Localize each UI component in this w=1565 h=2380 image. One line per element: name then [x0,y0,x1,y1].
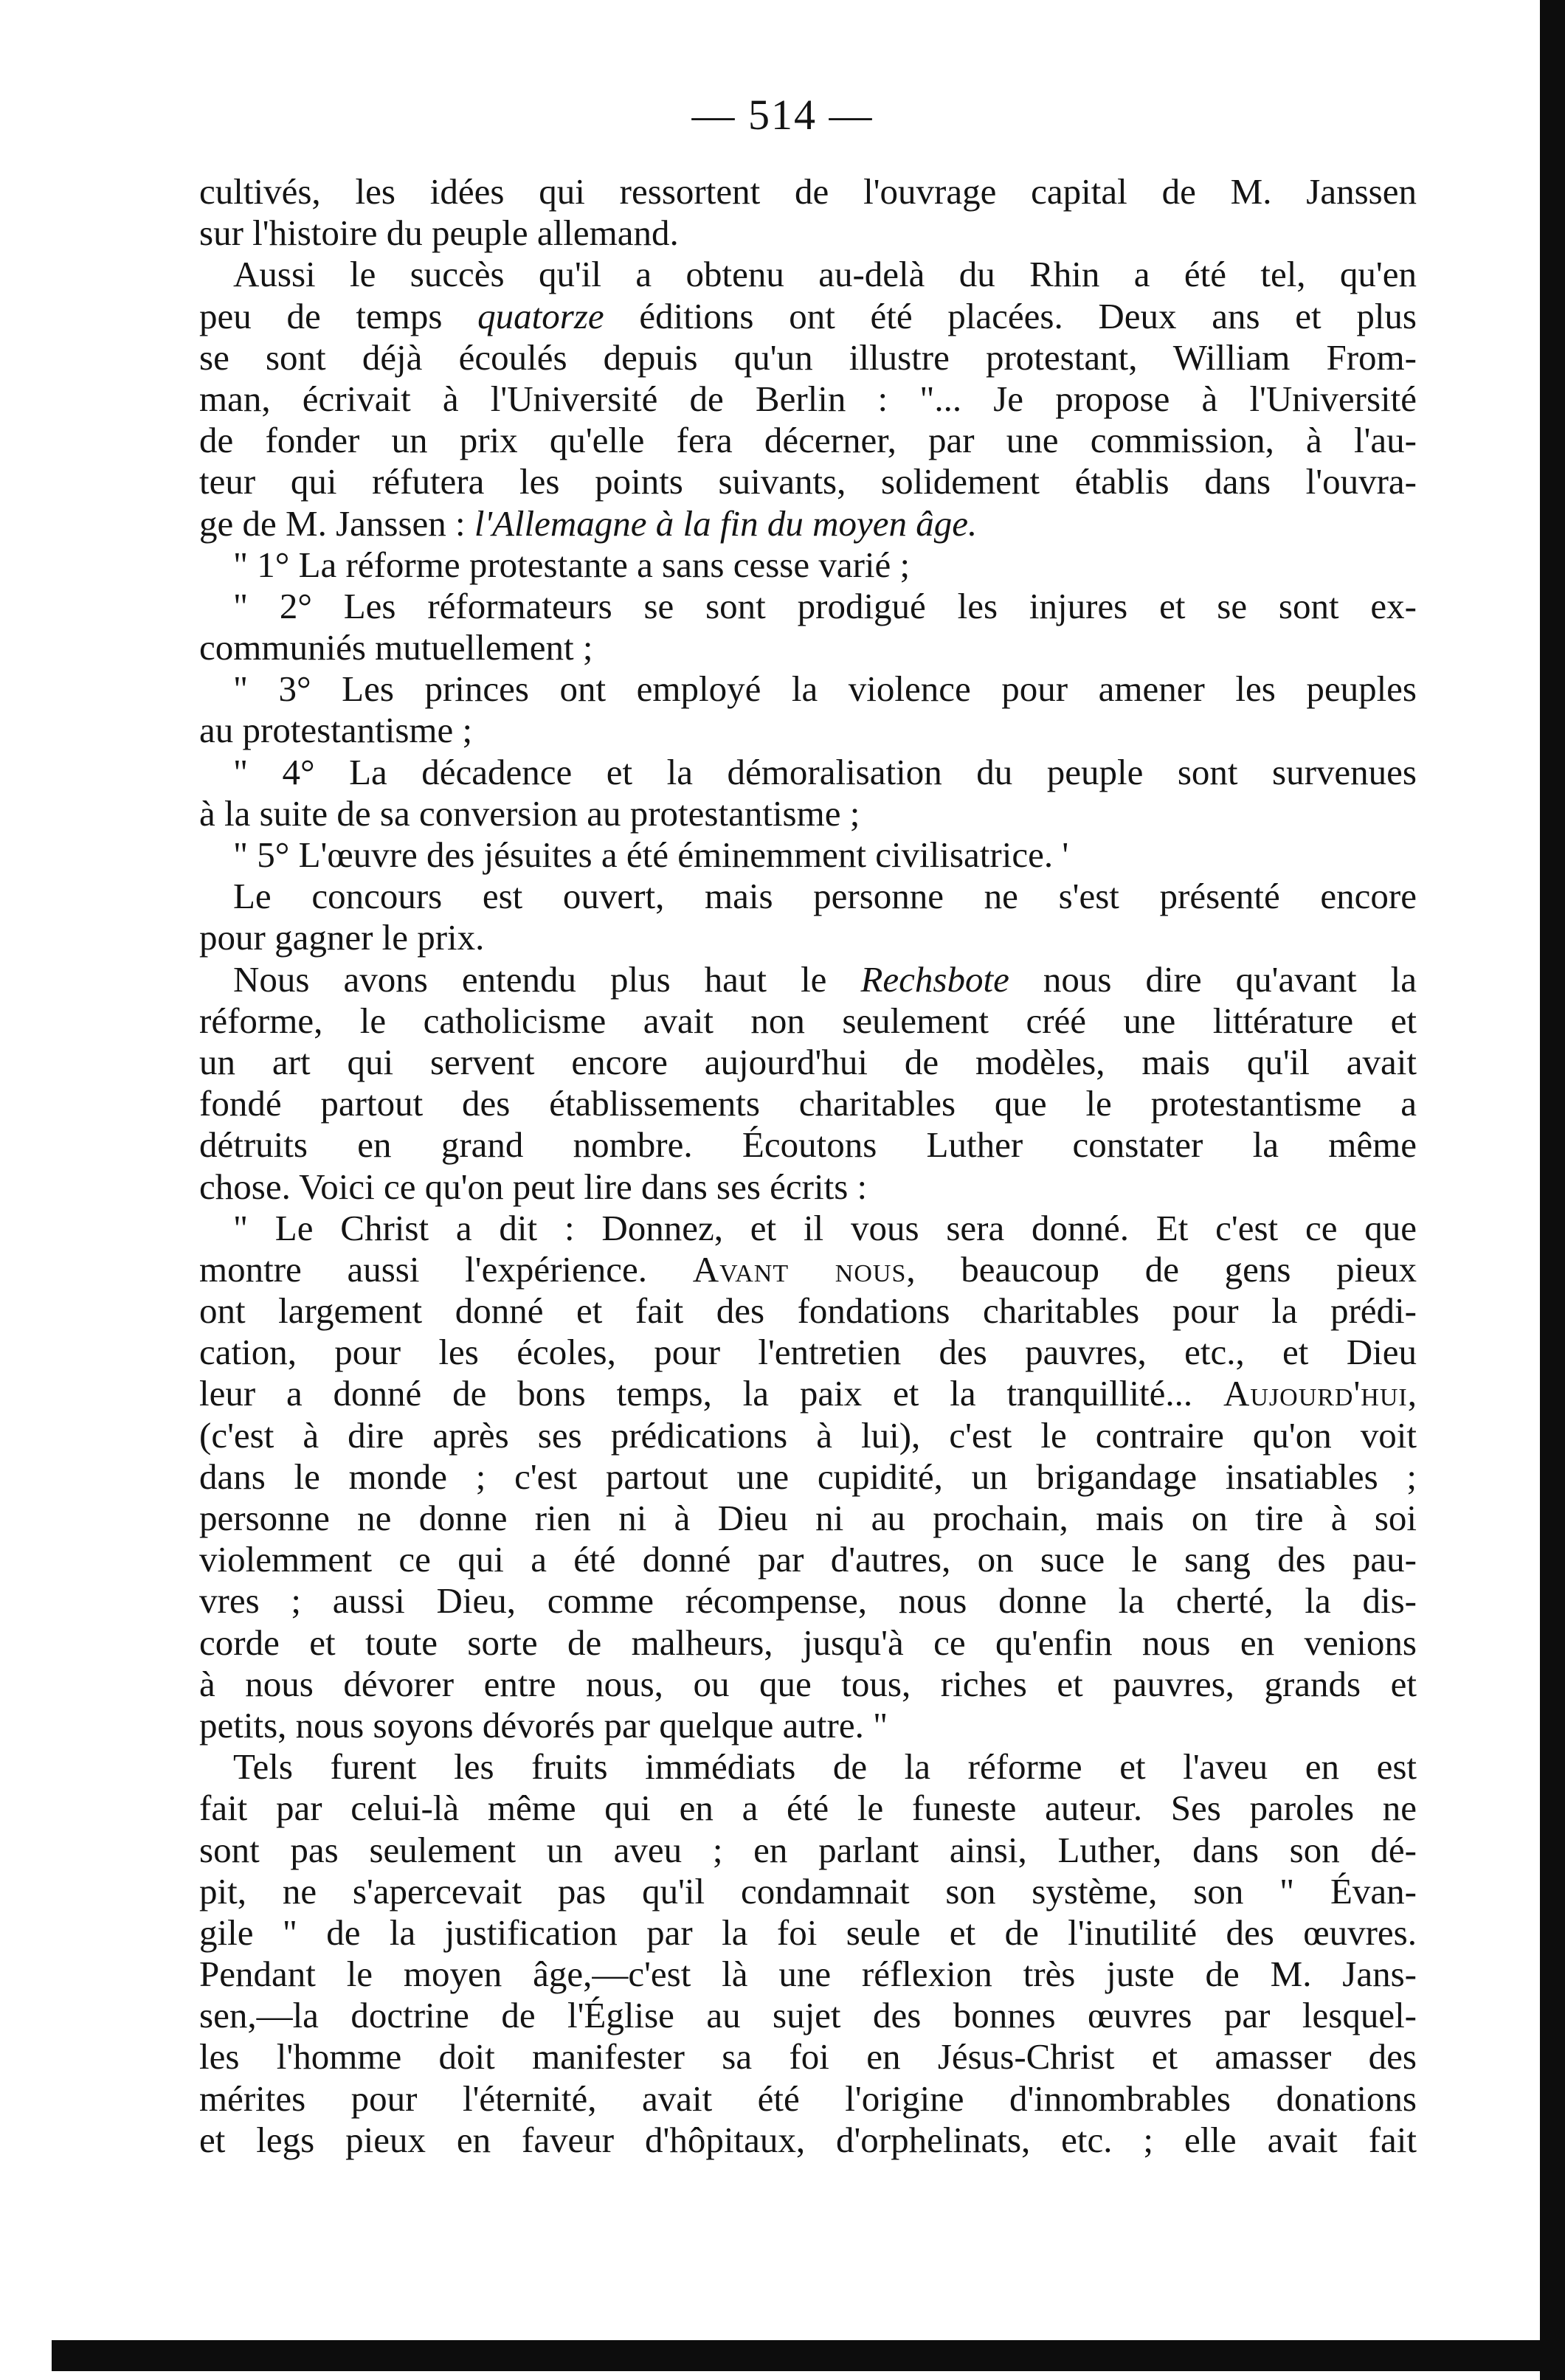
text-line [199,959,1417,1000]
text-line: mérites pour l'éternité, avait été l'origine d'innombrables donations [199,2078,1417,2119]
text-line: détruits en grand nombre. Écoutons Luther constater la même [199,1124,1417,1166]
text-line: cation, pour les écoles, pour l'entretien des pauvres, etc., et Dieu [199,1332,1417,1373]
text-line: au protestantisme ; [199,710,473,751]
text-line: fondé partout des établissements charitables que le protestantisme a [199,1083,1417,1124]
text-line: pour gagner le prix. [199,917,485,958]
text-line: fait par celui-là même qui en a été le funeste auteur. Ses paroles ne [199,1788,1417,1829]
text-run: ge de M. Janssen : [199,502,474,544]
text-line: dans le monde ; c'est partout une cupidité, un brigandage insatiables ; [199,1456,1417,1497]
text-line: à nous dévorer entre nous, ou que tous, riches et pauvres, grands et [199,1663,1417,1704]
text-line: petits, nous soyons dévorés par quelque autre. " [199,1704,888,1746]
text-line [199,1249,1417,1290]
text-line: " 5° L'œuvre des jésuites a été éminemment civilisatrice. ' [233,834,1069,875]
text-line: sont pas seulement un aveu ; en parlant ainsi, Luther, dans son dé- [199,1829,1417,1870]
italic-text: Rechsbote [860,958,1009,1000]
text-run: peu de temps [199,295,478,336]
text-line: Pendant le moyen âge,—c'est là une réflexion très juste de M. Jans- [199,1954,1417,1995]
text-line [199,1373,1417,1414]
text-line: " 4° La décadence et la démoralisation du peuple sont survenues [233,751,1417,792]
text-line: " 1° La réforme protestante a sans cesse varié ; [233,544,911,585]
body-text [199,171,1417,2161]
text-run: nous dire qu'avant la [1009,958,1417,1000]
text-line: personne ne donne rien ni à Dieu ni au prochain, mais on tire à soi [199,1498,1417,1538]
text-line: " 2° Les réformateurs se sont prodigué les injures et se sont ex- [233,585,1417,626]
text-line: sur l'histoire du peuple allemand. [199,212,679,254]
text-line: vres ; aussi Dieu, comme récompense, nous donne la cherté, la dis- [199,1580,1417,1622]
text-line [199,503,1417,544]
text-run: éditions ont été placées. Deux ans et plus [604,295,1417,336]
text-line: et legs pieux en faveur d'hôpitaux, d'orphelinats, etc. ; elle avait fait [199,2119,1417,2160]
text-line: Le concours est ouvert, mais personne ne s'est présenté encore [233,876,1417,917]
page-number: — 514 — [691,91,874,139]
text-line: communiés mutuellement ; [199,627,593,668]
italic-text: quatorze [477,295,604,336]
text-line: Aussi le succès qu'il a obtenu au-delà du Rhin a été tel, qu'en [233,254,1417,295]
small-caps-text: Aujourd'hui [1223,1373,1408,1414]
text-run: montre aussi l'expérience. [199,1248,693,1290]
text-line: cultivés, les idées qui ressortent de l'ouvrage capital de M. Janssen [199,171,1417,212]
text-line: man, écrivait à l'Université de Berlin : "... Je propose à l'Université [199,378,1417,419]
text-line: se sont déjà écoulés depuis qu'un illustre protestant, William From- [199,336,1417,378]
small-caps-text: Avant nous [692,1248,907,1290]
text-line: ont largement donné et fait des fondations charitables pour la prédi- [199,1290,1417,1332]
text-line: de fonder un prix qu'elle fera décerner, par une commission, à l'au- [199,420,1417,461]
text-line: chose. Voici ce qu'on peut lire dans ses écrits : [199,1166,868,1207]
text-line [199,296,1417,337]
text-line: sen,—la doctrine de l'Église au sujet des bonnes œuvres par lesquel- [199,1995,1417,2036]
italic-text: l'Allemagne à la fin du moyen âge. [474,502,978,544]
text-run: leur a donné de bons temps, la paix et la tranquillité... [199,1373,1223,1414]
text-run: , beaucoup de gens pieux [906,1248,1417,1290]
text-line: (c'est à dire après ses prédications à lui), c'est le contraire qu'on voit [199,1414,1417,1456]
text-line: les l'homme doit manifester sa foi en Jésus-Christ et amasser des [199,2036,1417,2078]
text-line: pit, ne s'apercevait pas qu'il condamnait son système, son " Évan- [199,1870,1417,1912]
text-line: " Le Christ a dit : Donnez, et il vous sera donné. Et c'est ce que [233,1207,1417,1248]
text-line: " 3° Les princes ont employé la violence pour amener les peuples [233,668,1417,710]
scan-edge-right [1540,0,1565,2380]
text-line: Tels furent les fruits immédiats de la réforme et l'aveu en est [233,1746,1417,1788]
text-run: Nous avons entendu plus haut le [233,958,861,1000]
text-run: , [1407,1373,1417,1414]
text-line: réforme, le catholicisme avait non seulement créé une littérature et [199,1000,1417,1041]
text-line: gile " de la justification par la foi seule et de l'inutilité des œuvres. [199,1912,1417,1953]
text-line: un art qui servent encore aujourd'hui de modèles, mais qu'il avait [199,1041,1417,1082]
text-line: corde et toute sorte de malheurs, jusqu'à ce qu'enfin nous en venions [199,1622,1417,1663]
text-line: teur qui réfutera les points suivants, solidement établis dans l'ouvra- [199,461,1417,502]
text-line: violemment ce qui a été donné par d'autres, on suce le sang des pau- [199,1539,1417,1580]
text-line: à la suite de sa conversion au protestantisme ; [199,792,860,834]
scan-edge-bottom [52,2340,1557,2371]
